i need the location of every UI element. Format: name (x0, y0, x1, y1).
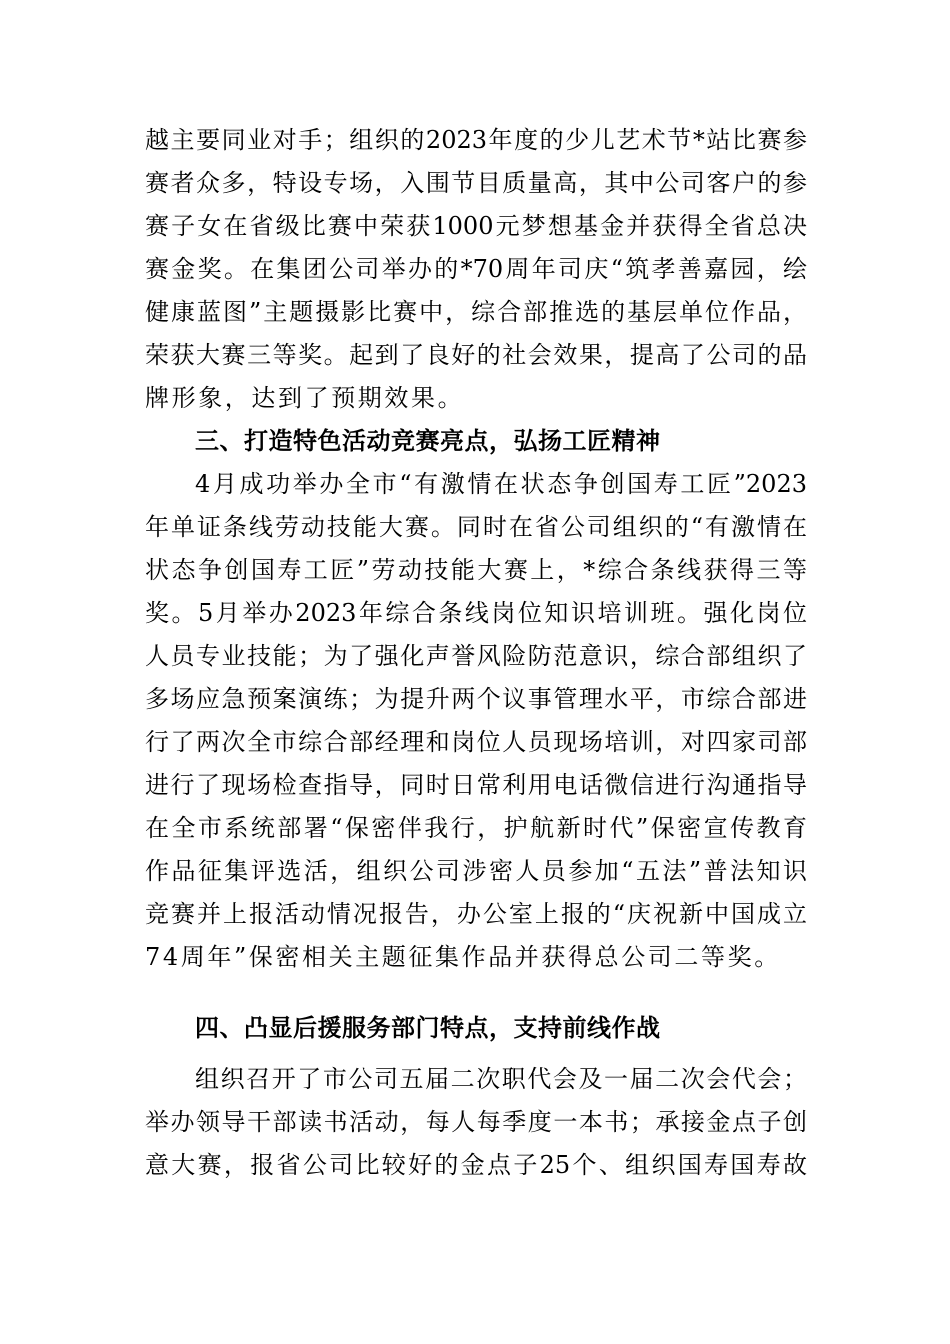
section-heading-4: 四、凸显后援服务部门特点，支持前线作战 (195, 1014, 661, 1042)
paragraph-3-line-3: 意大赛，报省公司比较好的金点子25个、组织国寿国寿故 (145, 1151, 807, 1179)
paragraph-3-line-2: 举办领导干部读书活动，每人每季度一本书；承接金点子创 (145, 1108, 807, 1136)
paragraph-1-line-4: 赛金奖。在集团公司举办的*70周年司庆“筑孝善嘉园，绘 (145, 255, 807, 283)
paragraph-2-line-3: 状态争创国寿工匠”劳动技能大赛上，*综合条线获得三等 (145, 556, 807, 584)
section-heading-3: 三、打造特色活动竞赛亮点，弘扬工匠精神 (195, 427, 661, 455)
paragraph-1-line-7: 牌形象，达到了预期效果。 (145, 384, 465, 412)
paragraph-2-line-7: 行了两次全市综合部经理和岗位人员现场培训，对四家司部 (145, 728, 807, 756)
paragraph-2-line-6: 多场应急预案演练；为提升两个议事管理水平，市综合部进 (145, 685, 807, 713)
paragraph-2-line-10: 作品征集评选活，组织公司涉密人员参加“五法”普法知识 (145, 857, 807, 885)
paragraph-1-line-6: 荣获大赛三等奖。起到了良好的社会效果，提高了公司的品 (145, 341, 807, 369)
paragraph-1-line-5: 健康蓝图”主题摄影比赛中，综合部推选的基层单位作品， (145, 298, 807, 326)
paragraph-2-line-9: 在全市系统部署“保密伴我行，护航新时代”保密宣传教育 (145, 814, 807, 842)
paragraph-2-line-8: 进行了现场检查指导，同时日常利用电话微信进行沟通指导 (145, 771, 807, 799)
paragraph-2-line-12: 74周年”保密相关主题征集作品并获得总公司二等奖。 (145, 943, 781, 971)
paragraph-1-line-1: 越主要同业对手；组织的2023年度的少儿艺术节*站比赛参 (145, 126, 807, 154)
paragraph-2-line-11: 竞赛并上报活动情况报告，办公室上报的“庆祝新中国成立 (145, 900, 807, 928)
paragraph-2-line-1: 4月成功举办全市“有激情在状态争创国寿工匠”2023 (195, 470, 807, 498)
paragraph-2-line-4: 奖。5月举办2023年综合条线岗位知识培训班。强化岗位 (145, 599, 807, 627)
paragraph-2-line-5: 人员专业技能；为了强化声誉风险防范意识，综合部组织了 (145, 642, 807, 670)
paragraph-2-line-2: 年单证条线劳动技能大赛。同时在省公司组织的“有激情在 (145, 513, 807, 541)
paragraph-1-line-2: 赛者众多，特设专场，入围节目质量高，其中公司客户的参 (145, 169, 807, 197)
paragraph-3-line-1: 组织召开了市公司五届二次职代会及一届二次会代会； (195, 1065, 807, 1093)
paragraph-1-line-3: 赛子女在省级比赛中荣获1000元梦想基金并获得全省总决 (145, 212, 807, 240)
